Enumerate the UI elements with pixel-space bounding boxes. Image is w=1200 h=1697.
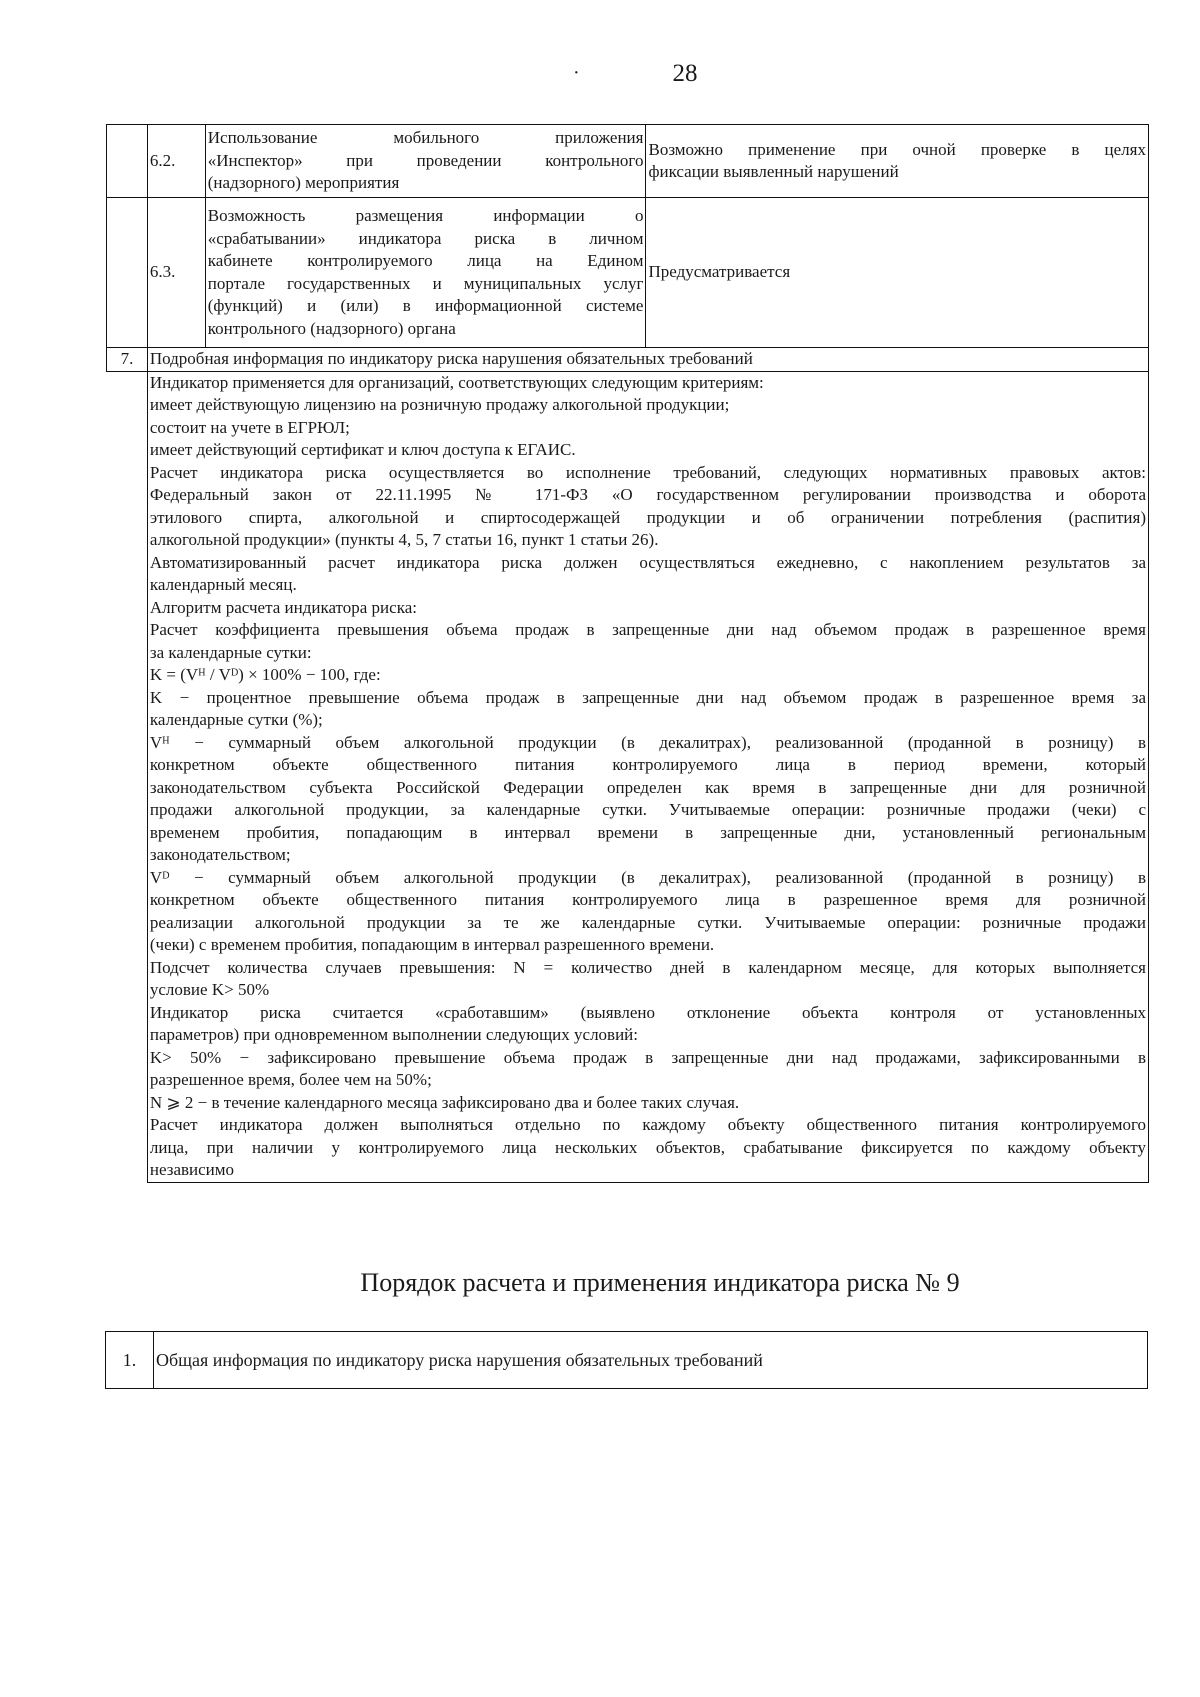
scan-dot: · [573, 62, 580, 84]
page-number: 28 [672, 60, 698, 87]
body-line: календарные сутки (%); [149, 710, 323, 729]
body-line: временем пробития, попадающим в интервал времени в запрещенные дни, установленный региональным [149, 822, 1146, 842]
text-line: (функций) и (или) в информационной системе [207, 296, 644, 315]
body-line: условие K> 50% [149, 980, 270, 999]
body-line: законодательством субъекта Российской Федерации определен как время в запрещенные дни для розничной [149, 777, 1146, 797]
body-line: параметров) при одновременном выполнении следующих условий: [149, 1025, 639, 1044]
row-number: 1. [106, 1332, 154, 1389]
text-line: кабинете контролируемого лица на Едином [207, 251, 644, 270]
body-line: Расчет индикатора должен выполняться отдельно по каждому объекту общественного питания контролируемого [149, 1115, 1146, 1134]
text-line: (надзорного) мероприятия [207, 173, 400, 193]
section-7-body-row [107, 371, 1149, 1182]
table-row [106, 1332, 1148, 1389]
text-line: фиксации выявленный нарушений [648, 162, 899, 181]
row-number: 6.3. [147, 198, 205, 348]
text-line: Возможно применение при очной проверке в целях [648, 139, 1146, 159]
section-7-body [147, 371, 1148, 1182]
body-line: K> 50% − зафиксировано превышение объема продаж в запрещенные дни над продажами, зафиксированными в [149, 1047, 1146, 1067]
text-line: портале государственных и муниципальных услуг [207, 273, 644, 293]
body-line: лица, при наличии у контролируемого лица нескольких объектов, срабатывание фиксируется по каждому объекту [149, 1137, 1146, 1157]
section-heading: Порядок расчета и применения индикатора риска № 9 [360, 1268, 960, 1297]
body-line: законодательством; [149, 845, 291, 864]
row-number: 6.2. [147, 125, 205, 198]
row-description [205, 198, 646, 348]
body-line: имеет действующую лицензию на розничную продажу алкогольной продукции; [149, 395, 730, 414]
indicator-9-table [105, 1331, 1148, 1389]
body-line: Алгоритм расчета индикатора риска: [149, 597, 417, 617]
body-line: Vᴴ − суммарный объем алкогольной продукции (в декалитрах), реализованной (проданной в розницу) в [149, 732, 1146, 752]
body-line: Подсчет количества случаев превышения: N = количество дней в календарном месяце, для которых выполняется [149, 957, 1146, 977]
row-value [646, 125, 1149, 198]
table-row [107, 198, 1149, 348]
body-line: Индикатор риска считается «сработавшим» (выявлено отклонение объекта контроля от установленных [149, 1002, 1146, 1022]
body-line: конкретном объекте общественного питания контролируемого лица в период времени, который [149, 755, 1146, 774]
empty-cell [107, 125, 148, 198]
body-line: реализации алкогольной продукции за те же календарные сутки. Учитываемые операции: розничные продажи [149, 912, 1146, 932]
row-value: Предусматривается [646, 198, 1149, 348]
body-line: разрешенное время, более чем на 50%; [149, 1070, 432, 1089]
row-number: 7. [107, 348, 148, 372]
body-line: N ⩾ 2 − в течение календарного месяца зафиксировано два и более таких случая. [149, 1092, 740, 1112]
table-row [107, 125, 1149, 198]
body-line: календарный месяц. [149, 575, 297, 594]
section-7-title: Подробная информация по индикатору риска нарушения обязательных требований [147, 348, 1148, 372]
body-line: K − процентное превышение объема продаж в запрещенные дни над объемом продаж в разрешенное время за [149, 687, 1146, 707]
section-7-header-row [107, 348, 1149, 372]
text-line: Использование мобильного приложения [207, 128, 644, 148]
body-line: независимо [149, 1160, 235, 1179]
body-line: Индикатор применяется для организаций, соответствующих следующим критериям: [149, 372, 764, 392]
indicator-table [106, 124, 1149, 1183]
body-line: K = (Vᴴ / Vᴰ) × 100% − 100, где: [149, 665, 381, 684]
text-line: «Инспектор» при проведении контрольного [207, 150, 644, 170]
body-line: состоит на учете в ЕГРЮЛ; [149, 417, 350, 437]
empty-cell [107, 198, 148, 348]
body-line: алкогольной продукции» (пункты 4, 5, 7 статьи 16, пункт 1 статьи 26). [149, 530, 659, 549]
body-line: продажи алкогольной продукции, за календарные сутки. Учитываемые операции: розничные продажи (чеки) с [149, 800, 1146, 819]
body-line: (чеки) с временем пробития, попадающим в интервал разрешенного времени. [149, 935, 715, 954]
body-line: имеет действующий сертификат и ключ доступа к ЕГАИС. [149, 440, 576, 459]
body-line: Автоматизированный расчет индикатора риска должен осуществляться ежедневно, с накоплением результатов за [149, 552, 1146, 572]
body-line: Расчет коэффициента превышения объема продаж в запрещенные дни над объемом продаж в разрешенное время [149, 620, 1146, 639]
text-line: «срабатывании» индикатора риска в личном [207, 228, 644, 248]
row-description [205, 125, 646, 198]
text-line: контрольного (надзорного) органа [207, 318, 456, 338]
body-line: конкретном объекте общественного питания контролируемого лица в разрешенное время для розничной [149, 890, 1146, 909]
row-title: Общая информация по индикатору риска нарушения обязательных требований [153, 1332, 1147, 1389]
body-line: за календарные сутки: [149, 642, 312, 662]
empty-cell [107, 371, 148, 1182]
body-line: Vᴰ − суммарный объем алкогольной продукции (в декалитрах), реализованной (проданной в розницу) в [149, 867, 1146, 887]
body-line: этилового спирта, алкогольной и спиртосодержащей продукции и об ограничении потребления (распития) [149, 507, 1146, 527]
body-line: Федеральный закон от 22.11.1995 № 171-ФЗ «О государственном регулировании производства и оборота [149, 485, 1146, 504]
text-line: Возможность размещения информации о [207, 206, 644, 225]
body-line: Расчет индикатора риска осуществляется во исполнение требований, следующих нормативных правовых актов: [149, 462, 1146, 482]
